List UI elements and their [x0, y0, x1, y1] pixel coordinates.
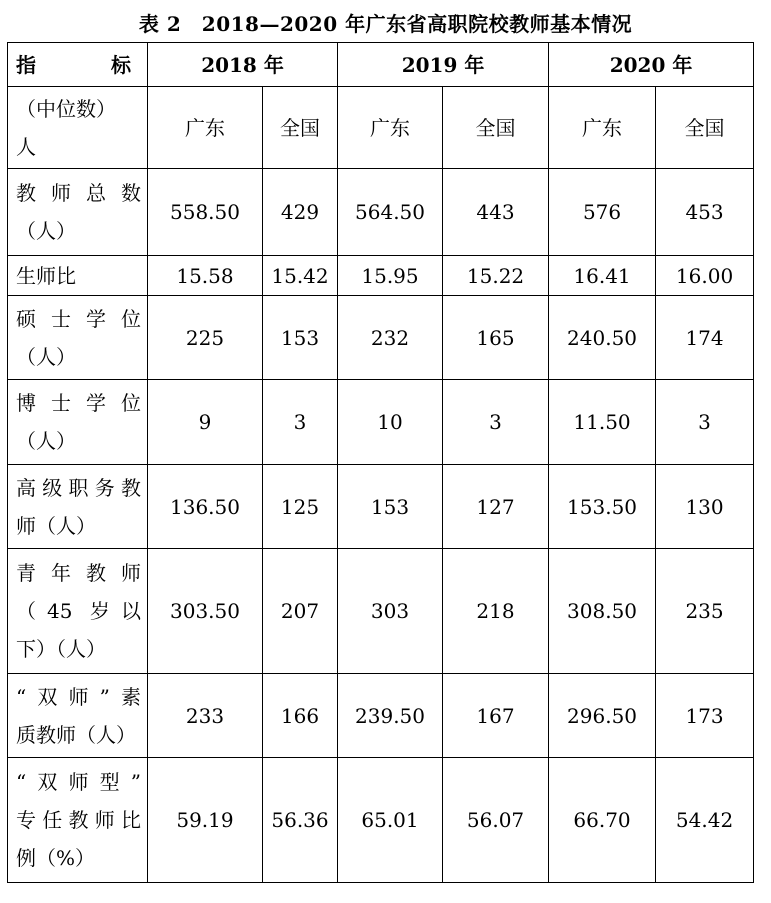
- table-cell: 136.50: [148, 465, 263, 549]
- indicator-header-top: 指 标: [8, 43, 148, 87]
- table-cell: 165: [443, 296, 549, 380]
- table-row: [8, 758, 754, 883]
- table-cell: 576: [549, 169, 656, 256]
- region-header: 广东: [148, 87, 263, 169]
- table-cell: 59.19: [148, 758, 263, 883]
- row-label: 博士学位 （人）: [8, 380, 148, 465]
- table-cell: 153.50: [549, 465, 656, 549]
- teacher-stats-table: [7, 42, 754, 883]
- table-cell: 564.50: [338, 169, 443, 256]
- table-cell: 303: [338, 549, 443, 674]
- table-row: [8, 169, 754, 256]
- table-cell: 56.36: [263, 758, 338, 883]
- table-cell: 443: [443, 169, 549, 256]
- table-cell: 15.22: [443, 256, 549, 296]
- table-cell: 240.50: [549, 296, 656, 380]
- region-header: 全国: [656, 87, 754, 169]
- row-label: 教师总数 （人）: [8, 169, 148, 256]
- region-header: 全国: [443, 87, 549, 169]
- table-cell: 15.95: [338, 256, 443, 296]
- year-header-2018: 2018 年: [148, 43, 338, 87]
- row-label: 生师比: [8, 256, 148, 296]
- table-cell: 10: [338, 380, 443, 465]
- table-cell: 130: [656, 465, 754, 549]
- table-cell: 3: [263, 380, 338, 465]
- row-label: “双师”素 质教师（人）: [8, 674, 148, 758]
- table-cell: 429: [263, 169, 338, 256]
- table-caption: 表 2 2018—2020 年广东省高职院校教师基本情况: [138, 12, 633, 36]
- table-cell: 232: [338, 296, 443, 380]
- year-header-2020: 2020 年: [549, 43, 754, 87]
- table-cell: 66.70: [549, 758, 656, 883]
- table-row: [8, 465, 754, 549]
- table-cell: 125: [263, 465, 338, 549]
- table-cell: 233: [148, 674, 263, 758]
- table-cell: 296.50: [549, 674, 656, 758]
- header-row-regions: [8, 87, 754, 169]
- table-cell: 65.01: [338, 758, 443, 883]
- table-cell: 16.00: [656, 256, 754, 296]
- table-cell: 16.41: [549, 256, 656, 296]
- row-label: 高级职务教 师（人）: [8, 465, 148, 549]
- table-cell: 15.58: [148, 256, 263, 296]
- table-cell: 3: [443, 380, 549, 465]
- table-cell: 207: [263, 549, 338, 674]
- table-row: [8, 256, 754, 296]
- region-header: 广东: [338, 87, 443, 169]
- header-row-years: [8, 43, 754, 87]
- table-cell: 153: [263, 296, 338, 380]
- table-cell: 218: [443, 549, 549, 674]
- table-row: [8, 380, 754, 465]
- table-row: [8, 549, 754, 674]
- table-cell: 15.42: [263, 256, 338, 296]
- table-cell: 166: [263, 674, 338, 758]
- table-cell: 174: [656, 296, 754, 380]
- table-cell: 127: [443, 465, 549, 549]
- table-cell: 173: [656, 674, 754, 758]
- table-cell: 167: [443, 674, 549, 758]
- table-row: [8, 674, 754, 758]
- table-cell: 239.50: [338, 674, 443, 758]
- table-cell: 303.50: [148, 549, 263, 674]
- table-cell: 11.50: [549, 380, 656, 465]
- table-row: [8, 296, 754, 380]
- table-cell: 153: [338, 465, 443, 549]
- table-cell: 453: [656, 169, 754, 256]
- table-cell: 308.50: [549, 549, 656, 674]
- table-cell: 3: [656, 380, 754, 465]
- table-cell: 9: [148, 380, 263, 465]
- row-label: 硕士学位 （人）: [8, 296, 148, 380]
- row-label: “双师型” 专任教师比 例（%）: [8, 758, 148, 883]
- table-cell: 225: [148, 296, 263, 380]
- year-header-2019: 2019 年: [338, 43, 549, 87]
- table-cell: 558.50: [148, 169, 263, 256]
- table-cell: 235: [656, 549, 754, 674]
- region-header: 广东: [549, 87, 656, 169]
- region-header: 全国: [263, 87, 338, 169]
- indicator-header-bottom: （中位数） 人: [8, 87, 148, 169]
- table-cell: 54.42: [656, 758, 754, 883]
- row-label: 青年教师 （45 岁以 下）（人）: [8, 549, 148, 674]
- table-cell: 56.07: [443, 758, 549, 883]
